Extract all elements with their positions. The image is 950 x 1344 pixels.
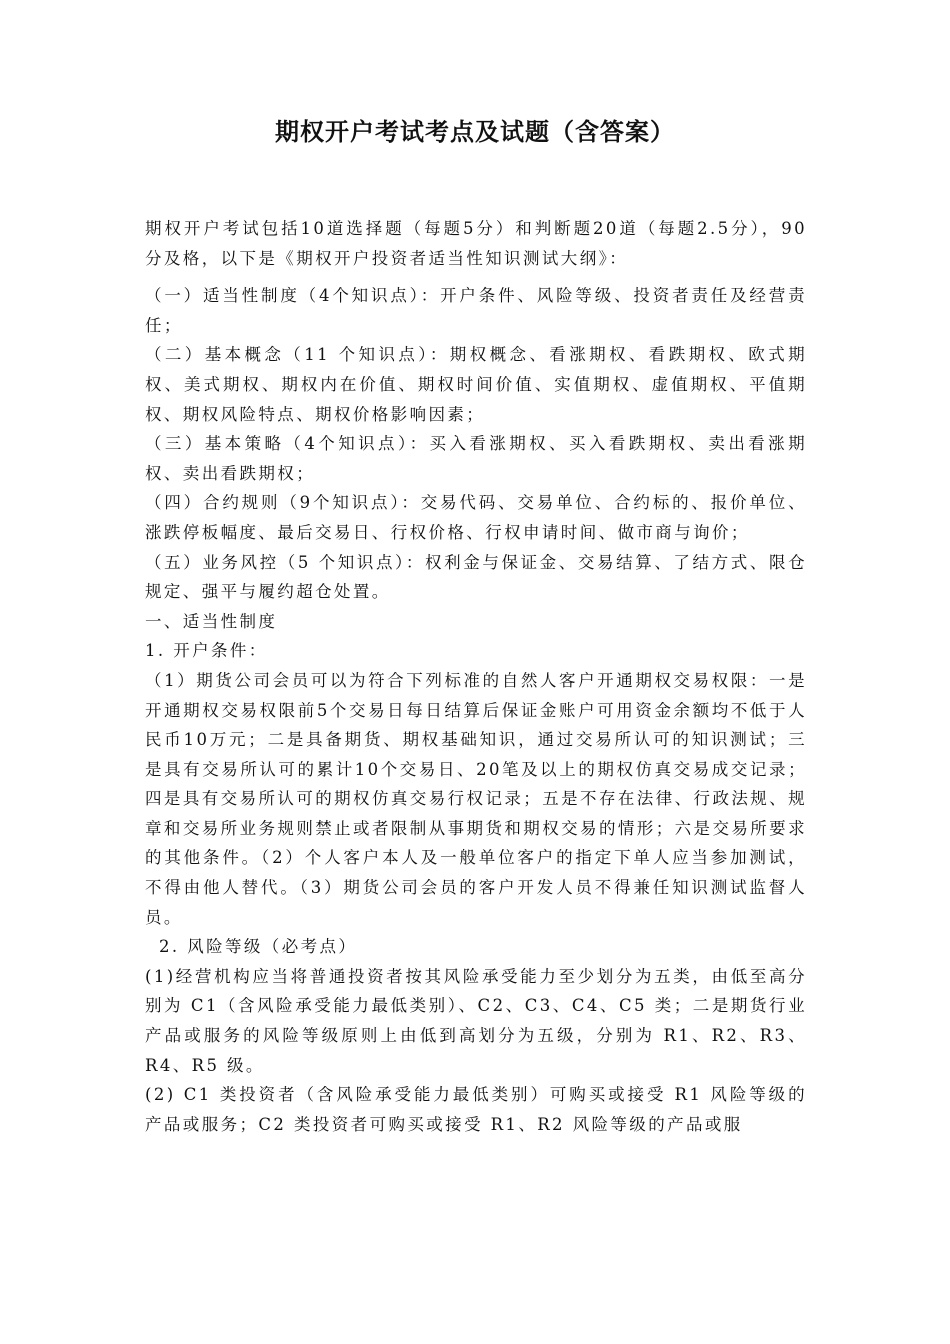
- outline-item-5: （五）业务风控（5 个知识点）：权利金与保证金、交易结算、了结方式、限仓规定、强平与履约超仓处置。: [145, 552, 807, 602]
- outline-item-4: （四）合约规则（9个知识点）：交易代码、交易单位、合约标的、报价单位、涨跌停板幅度、最后交易日、行权价格、行权申请时间、做市商与询价；: [145, 493, 807, 542]
- subsection-heading-1: 1. 开户条件：: [145, 641, 268, 661]
- subsection-heading-2: 2. 风险等级（必考点）: [159, 937, 358, 957]
- risk-level-paragraph-2: (2) C1 类投资者（含风险承受能力最低类别）可购买或接受 R1 风险等级的产品或服务；C2 类投资者可购买或接受 R1、R2 风险等级的产品或服: [145, 1085, 807, 1134]
- risk-level-paragraph-1: (1)经营机构应当将普通投资者按其风险承受能力至少划分为五类，由低至高分别为 C1（含风险承受能力最低类别）、C2、C3、C4、C5 类；二是期货行业产品或服务的风险等级原则上由低到高划分为五级，分别为 R1、R2、R3、R4、R5 级。: [145, 966, 807, 1075]
- document-body: [145, 214, 807, 1139]
- document-title: 期权开户考试考点及试题（含答案）: [275, 118, 675, 146]
- account-conditions-paragraph: （1）期货公司会员可以为符合下列标准的自然人客户开通期权交易权限：一是开通期权交易权限前5个交易日每日结算后保证金账户可用资金余额均不低于人民币10万元；二是具备期货、期权基础知识，通过交易所认可的知识测试；三是具有交易所认可的累计10个交易日、20笔及以上的期权仿真交易成交记录；四是具有交易所认可的期权仿真交易行权记录；五是不存在法律、行政法规、规章和交易所业务规则禁止或者限制从事期货和期权交易的情形；六是交易所要求的其他条件。（2）个人客户本人及一般单位客户的指定下单人应当参加测试，不得由他人替代。（3）期货公司会员的客户开发人员不得兼任知识测试监督人员。: [145, 670, 807, 927]
- outline-item-3: （三）基本策略（4个知识点）：买入看涨期权、买入看跌期权、卖出看涨期权、卖出看跌期权；: [145, 434, 807, 483]
- outline-item-2: （二）基本概念（11 个知识点）：期权概念、看涨期权、看跌期权、欧式期权、美式期权、期权内在价值、期权时间价值、实值期权、虚值期权、平值期权、期权风险特点、期权价格影响因素；: [145, 345, 807, 424]
- outline-item-1: （一）适当性制度（4个知识点）：开户条件、风险等级、投资者责任及经营责任；: [145, 286, 807, 335]
- intro-paragraph: 期权开户考试包括10道选择题（每题5分）和判断题20道（每题2.5分），90分及格，以下是《期权开户投资者适当性知识测试大纲》：: [145, 219, 807, 268]
- section-heading: 一、适当性制度: [145, 611, 278, 631]
